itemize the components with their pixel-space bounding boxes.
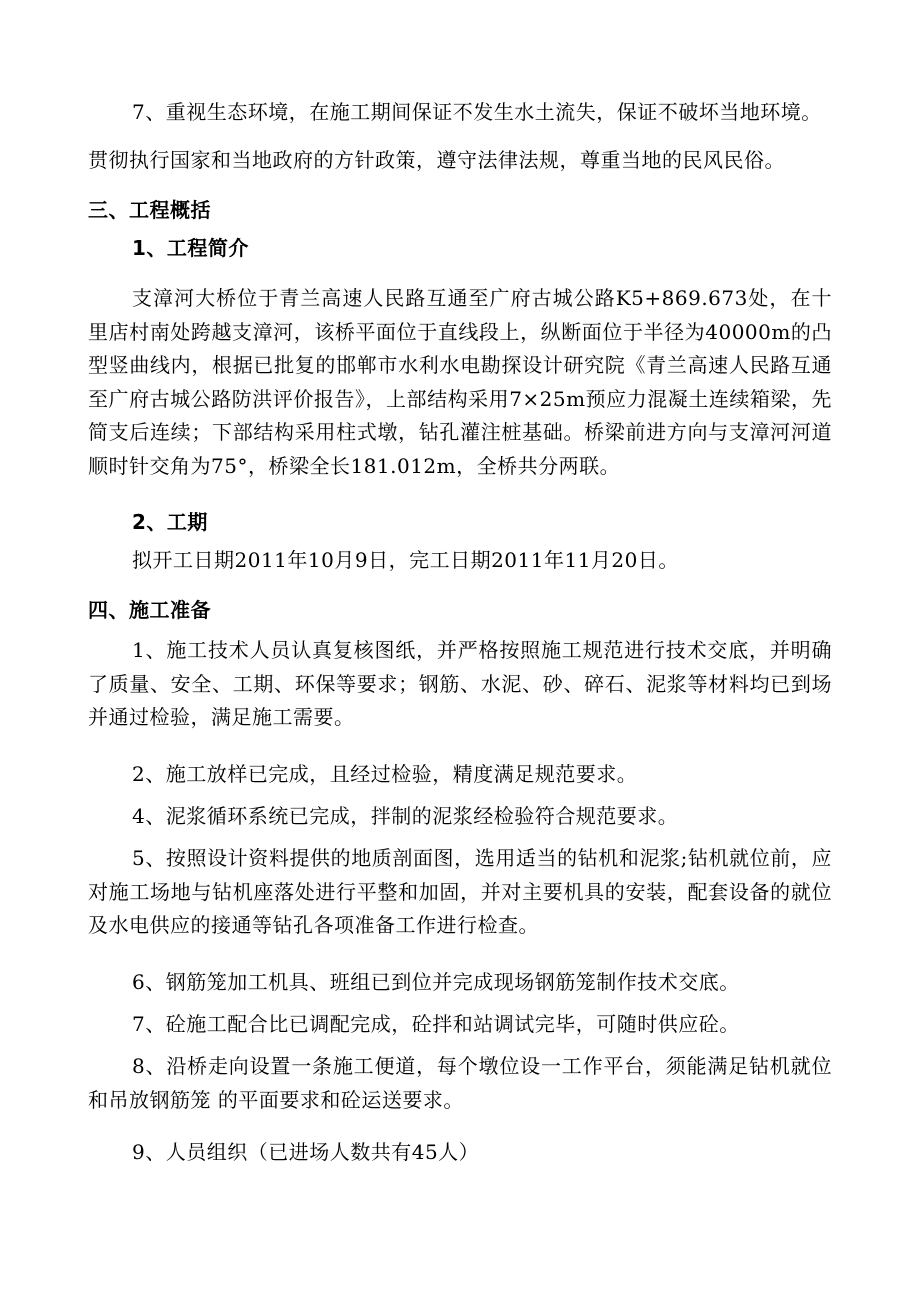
prep-item-4: 4、泥浆循环系统已完成，拌制的泥浆经检验符合规范要求。 [132,804,679,828]
paragraph-item7: 7、重视生态环境，在施工期间保证不发生水土流失，保证不破坏当地环境。 [132,100,822,124]
schedule-text: 拟开工日期2011年10月9日，完工日期2011年11月20日。 [132,548,679,572]
prep-item-5: 5、按照设计资料提供的地质剖面图，选用适当的钻机和泥浆;钻机就位前，应对施工场地与钻机座落处进行平整和加固，并对主要机具的安装，配套设备的就位及水电供应的接通等钻孔各项准备工作进行检查。 [88,846,832,938]
prep-item-7: 7、砼施工配合比已调配完成，砼拌和站调试完毕，可随时供应砼。 [132,1012,740,1036]
paragraph-policy: 贯彻执行国家和当地政府的方针政策，遵守法律法规，尊重当地的民风民俗。 [88,148,785,172]
prep-item-1: 1、施工技术人员认真复核图纸，并严格按照施工规范进行技术交底，并明确了质量、安全、工期、环保等要求；钢筋、水泥、砂、碎石、泥浆等材料均已到场并通过检验，满足施工需要。 [88,638,832,730]
subheading-schedule: 2、工期 [132,510,208,534]
prep-item-6: 6、钢筋笼加工机具、班组已到位并完成现场钢筋笼制作技术交底。 [132,970,740,994]
intro-paragraph: 支漳河大桥位于青兰高速人民路互通至广府古城公路K5+869.673处，在十里店村南处跨越支漳河，该桥平面位于直线段上，纵断面位于半径为40000m的凸型竖曲线内，根据已批复的邯郸市水利水电勘探设计研究院《青兰高速人民路互通至广府古城公路防洪评价报告》，上部结构采用7×25m预应力混凝土连续箱梁，先简支后连续；下部结构采用柱式墩，钻孔灌注桩基础。桥梁前进方向与支漳河河道顺时针交角为75°，桥梁全长181.012m，全桥共分两联。 [88,286,832,478]
prep-item-9: 9、人员组织（已进场人数共有45人） [132,1140,480,1164]
prep-item-2: 2、施工放样已完成，且经过检验，精度满足规范要求。 [132,762,638,786]
subheading-project-intro: 1、工程简介 [132,236,249,260]
prep-item-8: 8、沿桥走向设置一条施工便道，每个墩位设一工作平台，须能满足钻机就位和吊放钢筋笼 的平面要求和砼运送要求。 [88,1054,832,1112]
section-heading-3: 三、工程概括 [88,198,211,222]
section-heading-4: 四、施工准备 [88,598,211,622]
